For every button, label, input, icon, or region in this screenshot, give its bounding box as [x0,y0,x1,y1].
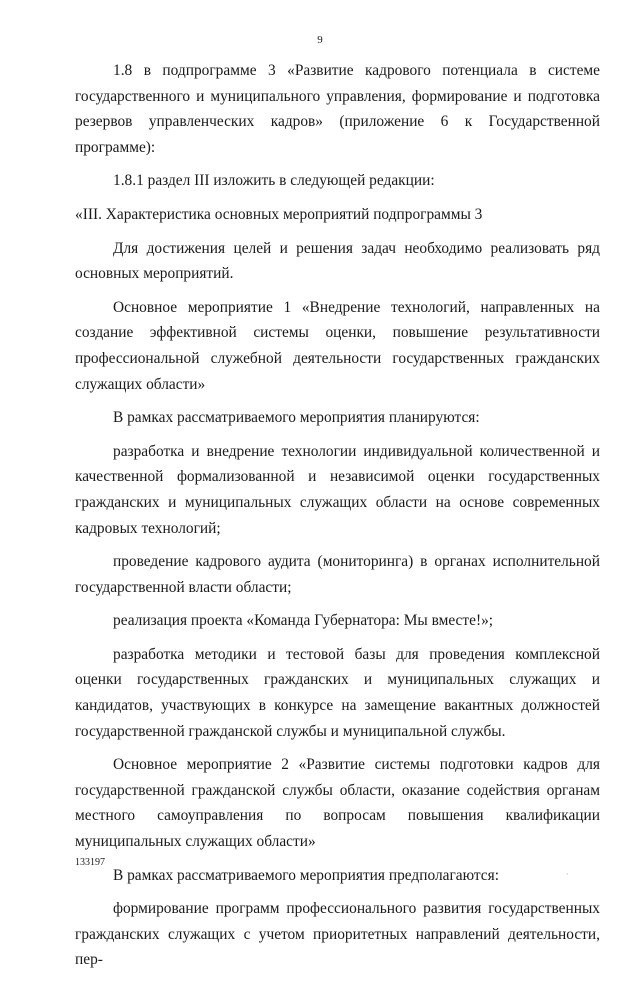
paragraph-section-3-edit: 1.8.1 раздел III изложить в следующей редакции: [113,172,435,190]
document-body [75,58,600,981]
paragraph-expected: В рамках рассматриваемого мероприятия предполагаются: [113,866,499,884]
paragraph-activity-1: Основное мероприятие 1 «Внедрение технологий, направленных на создание эффективной системы оценки, повышение результативности профессиональной служебной деятельности государственных гражданских служащих области» [75,298,600,393]
paragraph-goals: Для достижения целей и решения задач необходимо реализовать ряд основных мероприятий. [75,239,600,283]
paragraph-assessment-tech: разработка и внедрение технологии индивидуальной количественной и качественной формализованной и независимой оценки государственных гражданских и муниципальных служащих области на основе современных кадровых технологий; [75,442,600,537]
corner-mark: · [566,870,569,879]
paragraph-methodology: разработка методики и тестовой базы для проведения комплексной оценки государственных гражданских и муниципальных служащих и кандидатов, участвующих в конкурсе на замещение вакантных должностей государственной гражданской службы и муниципальной службы. [75,645,600,740]
page-number: 9 [317,34,323,46]
paragraph-audit: проведение кадрового аудита (мониторинга) в органах исполнительной государственной власти области; [75,553,600,596]
section-heading: «III. Характеристика основных мероприятий подпрограммы 3 [75,205,483,223]
document-code: 133197 [75,857,105,868]
paragraph-subprogram-3: 1.8 в подпрограмме 3 «Развитие кадрового потенциала в системе государственного и муниципального управления, формирование и подготовка резервов управленческих кадров» (приложение 6 к Государственной программе): [75,62,600,156]
paragraph-planned: В рамках рассматриваемого мероприятия планируются: [113,409,480,427]
paragraph-programs: формирование программ профессионального развития государственных гражданских служащих с учетом приоритетных направлений деятельности, пер- [75,900,600,969]
paragraph-governor-team: реализация проекта «Команда Губернатора: Мы вместе!»; [113,612,494,630]
paragraph-activity-2: Основное мероприятие 2 «Развитие системы подготовки кадров для государственной гражданской службы области, оказание содействия органам местного самоуправления по вопросам повышения квалификации муниципальных служащих области» [75,756,600,851]
